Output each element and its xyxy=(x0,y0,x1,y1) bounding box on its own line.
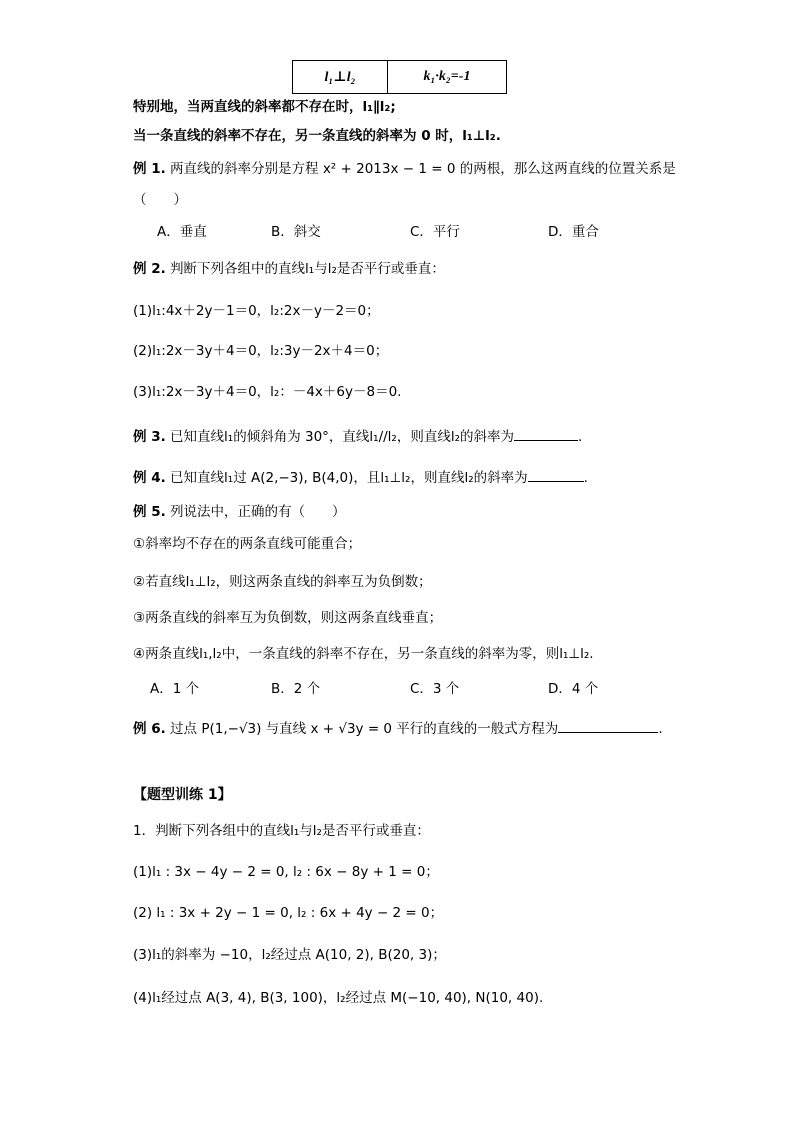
training-item-2: (2) l₁ : 3x + 2y − 1 = 0, l₂ : 6x + 4y − 2 = 0； xyxy=(133,905,444,921)
example-2-text: 判断下列各组中的直线l₁与l₂是否平行或垂直： xyxy=(170,261,445,277)
example-3 xyxy=(133,426,582,446)
example-1-text: 两直线的斜率分别是方程 x² + 2013x − 1 = 0 的两根，那么这两直线的位置关系是 xyxy=(170,161,676,177)
example-6-text: 过点 P(1,−√3) 与直线 x + √3y = 0 平行的直线的一般式方程为 xyxy=(170,721,559,737)
answer-blank xyxy=(558,718,658,733)
example-5-option-a: A．1 个 xyxy=(150,681,200,697)
training-question-1: 1．判断下列各组中的直线l₁与l₂是否平行或垂直： xyxy=(133,823,430,839)
example-1-paren: （ ） xyxy=(133,192,187,208)
example-4-text: 已知直线l₁过 A(2,−3), B(4,0)，且l₁⊥l₂，则直线l₂的斜率为 xyxy=(170,470,528,486)
example-6-label: 例 6. xyxy=(133,721,166,737)
example-5-label: 例 5. xyxy=(133,504,166,520)
example-2 xyxy=(133,260,445,278)
example-6-end: . xyxy=(658,721,663,737)
training-item-1: (1)l₁ : 3x − 4y − 2 = 0, l₂ : 6x − 8y + 1 = 0； xyxy=(133,864,439,880)
example-1 xyxy=(133,160,676,178)
example-4 xyxy=(133,467,588,487)
example-5-item-4: ④两条直线l₁,l₂中，一条直线的斜率不存在，另一条直线的斜率为零，则l₁⊥l₂. xyxy=(133,646,594,662)
example-5-option-b: B．2 个 xyxy=(271,681,321,697)
example-3-label: 例 3. xyxy=(133,429,166,445)
example-2-label: 例 2. xyxy=(133,261,166,277)
perpendicular-cell: l₁⊥l₂ xyxy=(293,61,388,94)
example-2-item-1: (1)l₁:4x＋2y－1＝0，l₂:2x－y－2＝0； xyxy=(133,303,380,319)
example-5-option-d: D．4 个 xyxy=(548,681,599,697)
answer-blank xyxy=(528,467,584,482)
example-2-item-3: (3)l₁:2x－3y＋4＝0，l₂：－4x＋6y－8＝0. xyxy=(133,384,402,400)
slope-product-cell: k₁·k₂=-1 xyxy=(388,61,507,94)
example-5-item-3: ③两条直线的斜率互为负倒数，则这两条直线垂直； xyxy=(133,610,443,626)
example-5-text: 列说法中，正确的有（ ） xyxy=(170,504,346,520)
example-4-label: 例 4. xyxy=(133,470,166,486)
section-title: 【题型训练 1】 xyxy=(133,787,232,803)
example-5 xyxy=(133,503,346,521)
relation-table xyxy=(292,60,507,94)
example-5-item-1: ①斜率均不存在的两条直线可能重合； xyxy=(133,536,362,552)
example-1-option-d: D．重合 xyxy=(548,224,599,240)
example-3-text: 已知直线l₁的倾斜角为 30°，直线l₁//l₂，则直线l₂的斜率为 xyxy=(170,429,514,445)
example-1-option-b: B．斜交 xyxy=(271,224,321,240)
example-2-item-2: (2)l₁:2x－3y＋4＝0，l₂:3y－2x＋4＝0； xyxy=(133,343,389,359)
example-1-option-c: C．平行 xyxy=(410,224,460,240)
example-6 xyxy=(133,718,663,738)
example-5-item-2: ②若直线l₁⊥l₂，则这两条直线的斜率互为负倒数； xyxy=(133,574,432,590)
answer-blank xyxy=(514,426,578,441)
example-3-end: . xyxy=(578,429,583,445)
special-case-line-1: 特别地，当两直线的斜率都不存在时，l₁∥l₂; xyxy=(133,99,396,115)
example-5-option-c: C．3 个 xyxy=(410,681,460,697)
special-case-line-2: 当一条直线的斜率不存在，另一条直线的斜率为 0 时，l₁⊥l₂. xyxy=(133,128,501,144)
example-1-label: 例 1. xyxy=(133,161,166,177)
training-item-4: (4)l₁经过点 A(3, 4), B(3, 100)，l₂经过点 M(−10, 40), N(10, 40). xyxy=(133,990,544,1006)
training-item-3: (3)l₁的斜率为 −10，l₂经过点 A(10, 2), B(20, 3)； xyxy=(133,947,446,963)
example-1-option-a: A．垂直 xyxy=(157,224,207,240)
example-4-end: . xyxy=(583,470,588,486)
